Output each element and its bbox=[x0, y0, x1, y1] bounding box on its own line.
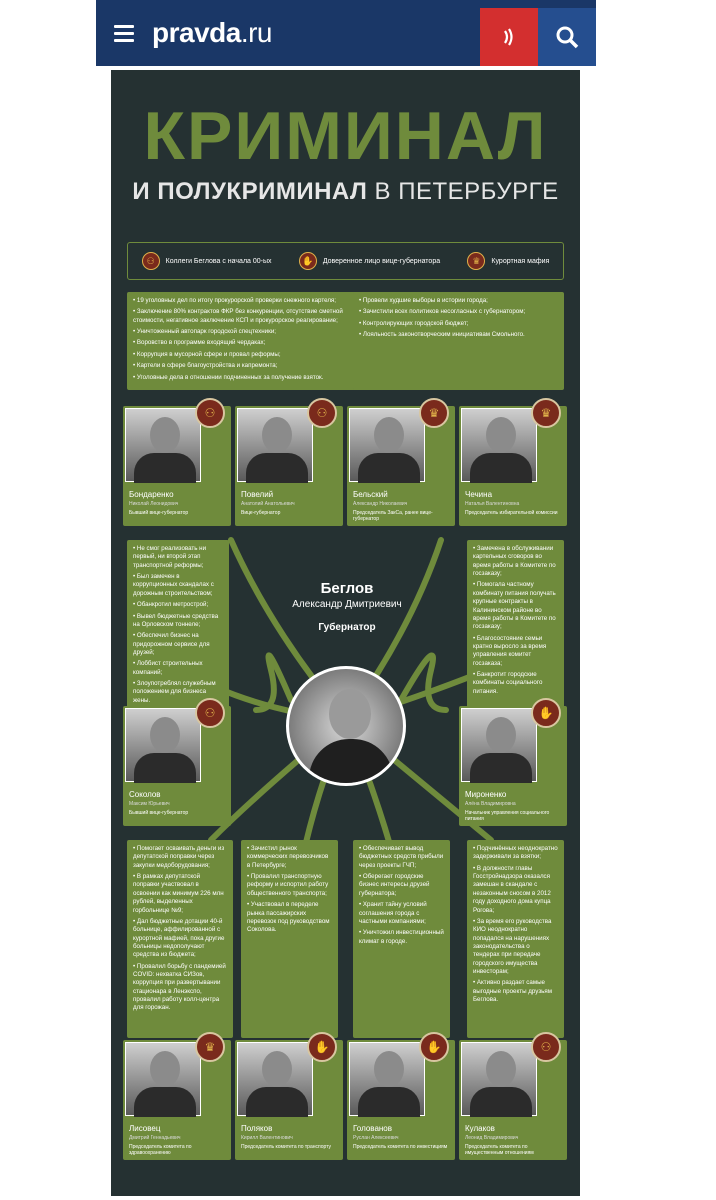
person-photo bbox=[461, 408, 537, 482]
legend-item: ♛ Курортная мафия bbox=[467, 252, 549, 270]
people-icon: ⚇ bbox=[531, 1032, 561, 1062]
menu-icon[interactable] bbox=[102, 0, 146, 66]
person-card[interactable]: ✋ Голованов Руслан Алексеевич Председатель комитета по инвестициям bbox=[347, 1040, 455, 1160]
sound-waves-icon bbox=[498, 26, 520, 48]
box-mid-left: • Не смог реализовать ни первый, ни второй этап транспортной реформы; • Был замечен в коррупционных скандалах с дорожным строительством; • Обанкротил метрострой; • Вывел бюджетные средства на Орловском тоннеле; • Обеспечил бизнес на придорожном сервисе для друзей; • Лоббист строительных компаний; • Злоупотреблял служебным положением для бизнеса жены. bbox=[127, 540, 229, 710]
infographic-subtitle: И ПОЛУКРИМИНАЛ В ПЕТЕРБУРГЕ bbox=[132, 178, 559, 205]
person-photo bbox=[125, 408, 201, 482]
left-gutter bbox=[0, 0, 96, 1200]
infographic-title: КРИМИНАЛ bbox=[143, 98, 548, 174]
people-icon: ⚇ bbox=[195, 698, 225, 728]
legend-item: ✋ Доверенное лицо вице-губернатора bbox=[299, 252, 440, 270]
handshake-icon: ✋ bbox=[299, 252, 317, 270]
right-gutter bbox=[596, 0, 716, 1200]
site-logo[interactable]: pravda.ru bbox=[152, 17, 273, 48]
people-icon: ⚇ bbox=[195, 398, 225, 428]
legend-item: ⚇ Коллеги Беглова с начала 00-ых bbox=[142, 252, 272, 270]
handshake-icon: ✋ bbox=[419, 1032, 449, 1062]
governor-caption: Беглов Александр Дмитриевич Губернатор bbox=[292, 580, 402, 633]
handshake-icon: ✋ bbox=[307, 1032, 337, 1062]
infographic bbox=[111, 70, 580, 1196]
person-photo bbox=[461, 708, 537, 782]
box-top-left: • 19 уголовных дел по итогу прокурорской проверки снежного картеля; • Заключение 80% контрактов ФКР без конкуренции, отсутствие сметной стоимости, негативное заключение КСП и прокурорское реагирование; • Уничтоженный автопарк городской спецтехники; • Воровство в программе входящий чердаках; • Коррупция в мусорной сфере и провал реформы; • Картели в сфере благоустройства и капремонта; • Уголовные дела в отношении подчиненных за получение взяток. bbox=[127, 292, 363, 390]
people-icon: ⚇ bbox=[142, 252, 160, 270]
people-icon: ⚇ bbox=[307, 398, 337, 428]
audio-button[interactable] bbox=[480, 8, 538, 66]
person-card[interactable]: ⚇ Соколов Максим Юрьевич Бывший вице-губернатор bbox=[123, 706, 231, 826]
person-photo bbox=[237, 408, 313, 482]
crown-icon: ♛ bbox=[467, 252, 485, 270]
person-card[interactable]: ♛ Бельский Александр Николаевич Председатель ЗакСа, ранее вице-губернатор bbox=[347, 406, 455, 526]
person-photo bbox=[349, 1042, 425, 1116]
person-card[interactable]: ✋ Поляков Кирилл Валентинович Председатель комитета по транспорту bbox=[235, 1040, 343, 1160]
search-button[interactable] bbox=[538, 8, 596, 66]
person-card[interactable]: ♛ Лисовец Дмитрий Геннадьевич Председатель комитета по здравоохранению bbox=[123, 1040, 231, 1160]
search-icon bbox=[555, 25, 579, 49]
box-bottom-4: • Подчинённых неоднократно задерживали за взятки; • В должности главы Госстройнадзора оказался замешан в скандале с незаконным сносом в 2012 году доходного дома купца Рогова; • За время его руководства КИО неоднократно попадался на нарушениях законодательства о тендерах при передаче городского имущества инвесторам; • Активно раздает самые выгодные проекты друзьям Беглова. bbox=[467, 840, 564, 1038]
handshake-icon: ✋ bbox=[531, 698, 561, 728]
box-mid-right: • Замечена в обслуживании картельных сговоров во время работы в Комитете по госзаказу; • Помогала частному комбинату питания получать крупные контракты в Калининском районе во время работы в Комитете по госзаказу; • Благосостояние семьи кратно выросло за время управления комитет госзаказа; • Банкротит городские комбинаты социального питания. bbox=[467, 540, 564, 710]
crown-icon: ♛ bbox=[419, 398, 449, 428]
site-header bbox=[96, 0, 596, 66]
box-bottom-1: • Помогает осваивать деньги из депутатской поправки через закупки медоборудования; • В рамках депутатской поправки участвовал в освоении как минимум 226 млн рублей, выделенных горбольнице №9; • Дал бюджетные дотации 40-й больнице, аффилированной с курортной мафией, пока другие больницы недополучают средства из бюджета; • Провалил борьбу с пандемией COVID: нехватка СИЗов, коррупция при развертывании стационара в Ленэкспо, провалил работу колл-центра для горожан. bbox=[127, 840, 233, 1038]
person-card[interactable]: ✋ Мироненко Алёна Владимировна Начальник управления социального питания bbox=[459, 706, 567, 826]
box-top-right: • Провели худшие выборы в истории города; • Зачистили всех политиков несогласных с губернатором; • Контролирующих городской бюджет; • Лояльность законотворческим инициативам Смольного. bbox=[353, 292, 564, 390]
legend bbox=[127, 242, 564, 280]
person-card[interactable]: ⚇ Бондаренко Николай Леонидович Бывший вице-губернатор bbox=[123, 406, 231, 526]
person-photo bbox=[237, 1042, 313, 1116]
person-photo bbox=[125, 1042, 201, 1116]
person-card[interactable]: ⚇ Повелий Анатолий Анатольевич Вице-губернатор bbox=[235, 406, 343, 526]
box-bottom-3: • Обеспечивает вывод бюджетных средств прибыли через проекты ГЧП; • Оберегает городские бизнес интересы друзей губернатора; • Хранит тайну условий соглашения города с частными компаниями; • Уничтожил инвестиционный климат в городе. bbox=[353, 840, 450, 1038]
person-photo bbox=[349, 408, 425, 482]
person-photo bbox=[461, 1042, 537, 1116]
box-bottom-2: • Зачистил рынок коммерческих перевозчиков в Петербурге; • Провалил транспортную реформу и испортил работу общественного транспорта; • Участвовал в переделе рынка пассажирских перевозок под руководством Соколова. bbox=[241, 840, 338, 1038]
person-photo bbox=[125, 708, 201, 782]
crown-icon: ♛ bbox=[531, 398, 561, 428]
person-card[interactable]: ♛ Чечина Наталья Валентиновна Председатель избирательной комиссии bbox=[459, 406, 567, 526]
governor-photo[interactable] bbox=[286, 666, 406, 786]
crown-icon: ♛ bbox=[195, 1032, 225, 1062]
person-card[interactable]: ⚇ Кулаков Леонид Владимирович Председатель комитета по имущественным отношениям bbox=[459, 1040, 567, 1160]
